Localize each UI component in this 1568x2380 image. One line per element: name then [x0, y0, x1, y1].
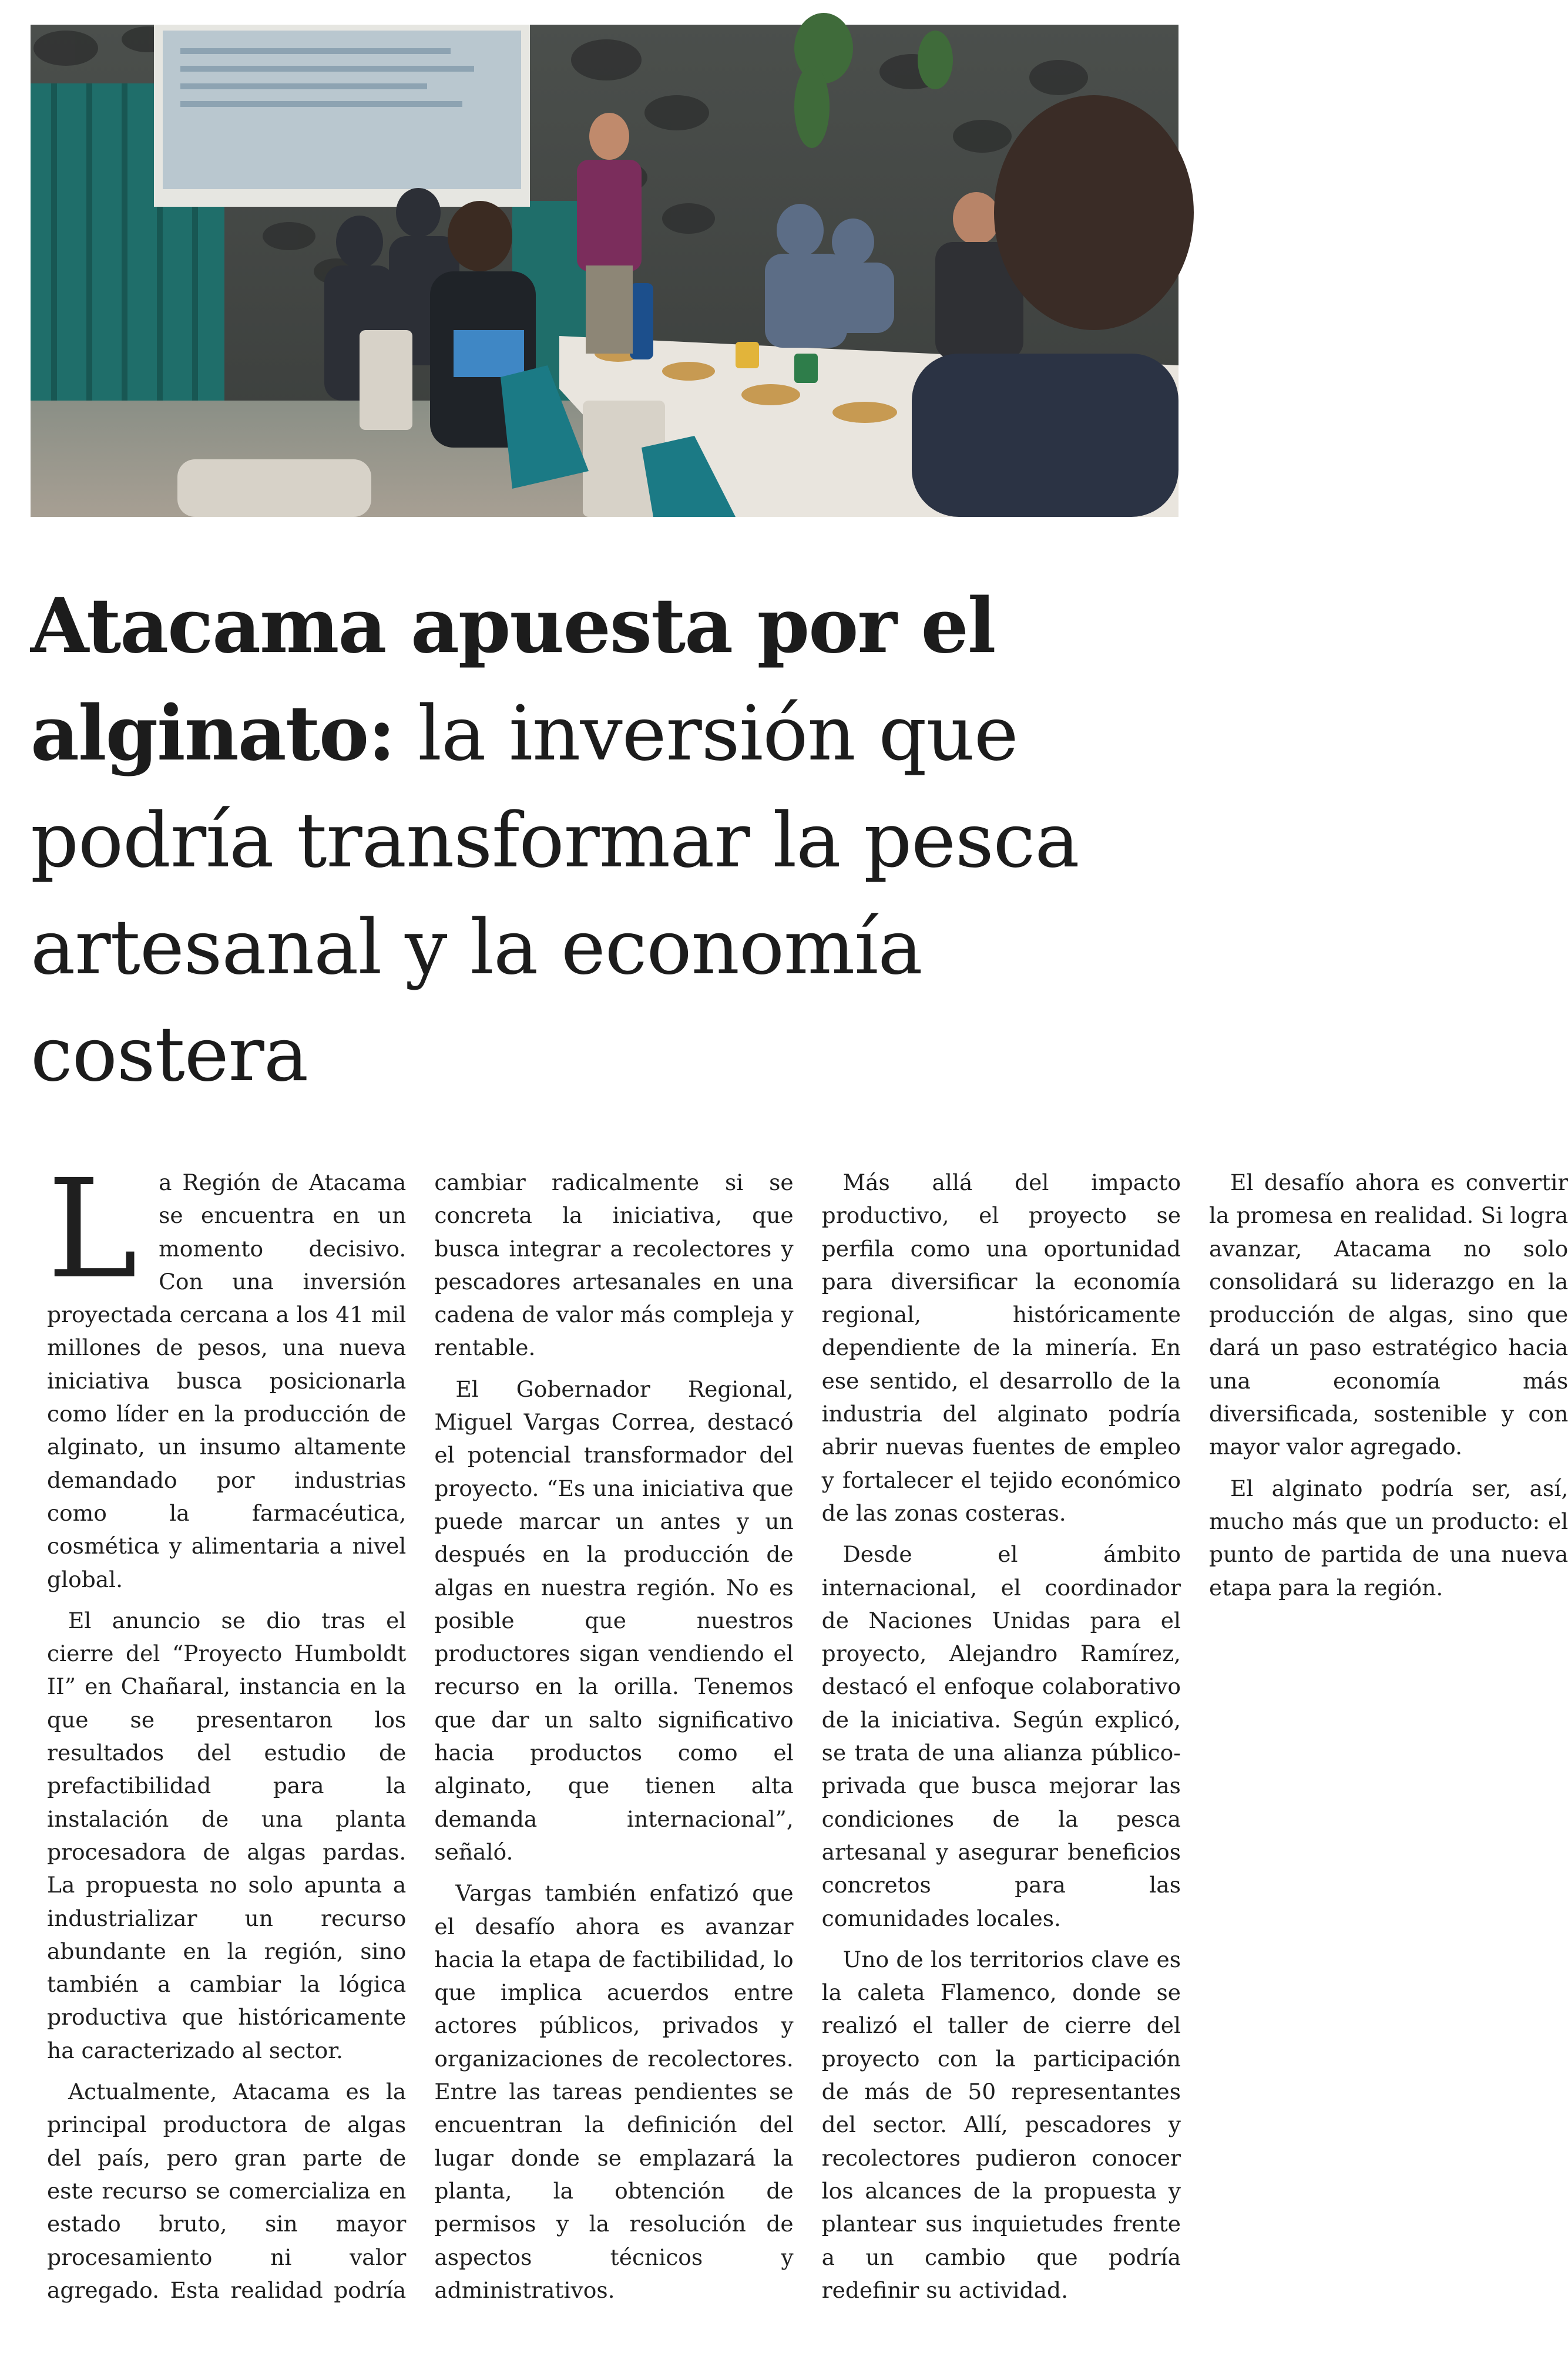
article-paragraph: Actualmente, Atacama es la principal productora de algas del país, pero gran parte de este recurso se comercializa en estado bruto, sin mayor procesamiento ni valor agregado. Esta realidad podría cambiar radicalmente si se concreta la iniciativa, que busca integrar a recolectores y pescadores artesanales en una cadena de valor más compleja y rentable. — [47, 1169, 794, 2303]
article-paragraph: Uno de los territorios clave es la caleta Flamenco, donde se realizó el taller de cierre del proyecto con la participación de más de 50 representantes del sector. Allí, pescadores y recolectores pudieron conocer los alcances de la propuesta y plantear sus inquietudes frente a un cambio que podría redefinir su actividad. — [821, 1946, 1181, 2303]
article-paragraph: El Gobernador Regional, Miguel Vargas Correa, destacó el potencial transformador del proyecto. “Es una iniciativa que puede marcar un antes y un después en la producción de algas en nuestra región. No es posible que nuestros productores sigan vendiendo el recurso en la orilla. Tenemos que dar un salto significativo hacia productos como el alginato, que tienen alta demanda internacional”, señaló. — [434, 1376, 794, 1865]
article-paragraph: El anuncio se dio tras el cierre del “Proyecto Humboldt II” en Chañaral, instancia en la que se presentaron los resultados del estudio de prefactibilidad para la instalación de una planta procesadora de algas pardas. La propuesta no solo apunta a industrializar un recurso abundante en la región, sino también a cambiar la lógica productiva que históricamente ha caracterizado al sector. — [47, 1607, 407, 2063]
headline-regular: la inversión que podría transformar la pesca artesanal y la economía costera — [31, 690, 1079, 1098]
paragraph-text: a Región de Atacama se encuentra en un momento decisivo. Con una inversión proyectada cercana a los 41 mil millones de pesos, una nueva iniciativa busca posicionarla como líder en la producción de alginato, un insumo altamente demandado por industrias como la farmacéutica, cosmética y alimentaria a nivel global. — [47, 1169, 407, 1592]
article-photo — [31, 25, 1178, 517]
article-paragraph: Vargas también enfatizó que el desafío ahora es avanzar hacia la etapa de factibilidad, lo que implica acuerdos entre actores públicos, privados y organizaciones de recolectores. Entre las tareas pendientes se encuentran la definición del lugar donde se emplazará la planta, la obtención de permisos y la resolución de aspectos técnicos y administrativos. — [434, 1880, 794, 2303]
workshop-photo-illustration — [31, 25, 1178, 517]
article-paragraph — [47, 1150, 407, 1596]
article-paragraph: Más allá del impacto productivo, el proyecto se perfila como una oportunidad para diversificar la economía regional, históricamente dependiente de la minería. En ese sentido, el desarrollo de la industria del alginato podría abrir nuevas fuentes de empleo y fortalecer el tejido económico de las zonas costeras. — [821, 1169, 1181, 1526]
article-paragraph: Desde el ámbito internacional, el coordinador de Naciones Unidas para el proyecto, Alejandro Ramírez, destacó el enfoque colaborativo de la iniciativa. Según explicó, se trata de una alianza público-privada que busca mejorar las condiciones de la pesca artesanal y asegurar beneficios concretos para las comunidades locales. — [821, 1541, 1181, 1931]
headline — [31, 573, 1178, 1108]
article-paragraph: El alginato podría ser, así, mucho más que un producto: el punto de partida de una nueva etapa para la región. — [1208, 1475, 1568, 1601]
headline-bold: Atacama apuesta por el alginato: — [31, 582, 995, 778]
article-body — [47, 1150, 1568, 2332]
drop-cap: L — [47, 1150, 138, 1309]
article-paragraph: El desafío ahora es convertir la promesa en realidad. Si logra avanzar, Atacama no solo consolidará su liderazgo en la producción de algas, sino que dará un paso estratégico hacia una economía más diversificada, sostenible y con mayor valor agregado. — [1208, 1169, 1568, 1460]
